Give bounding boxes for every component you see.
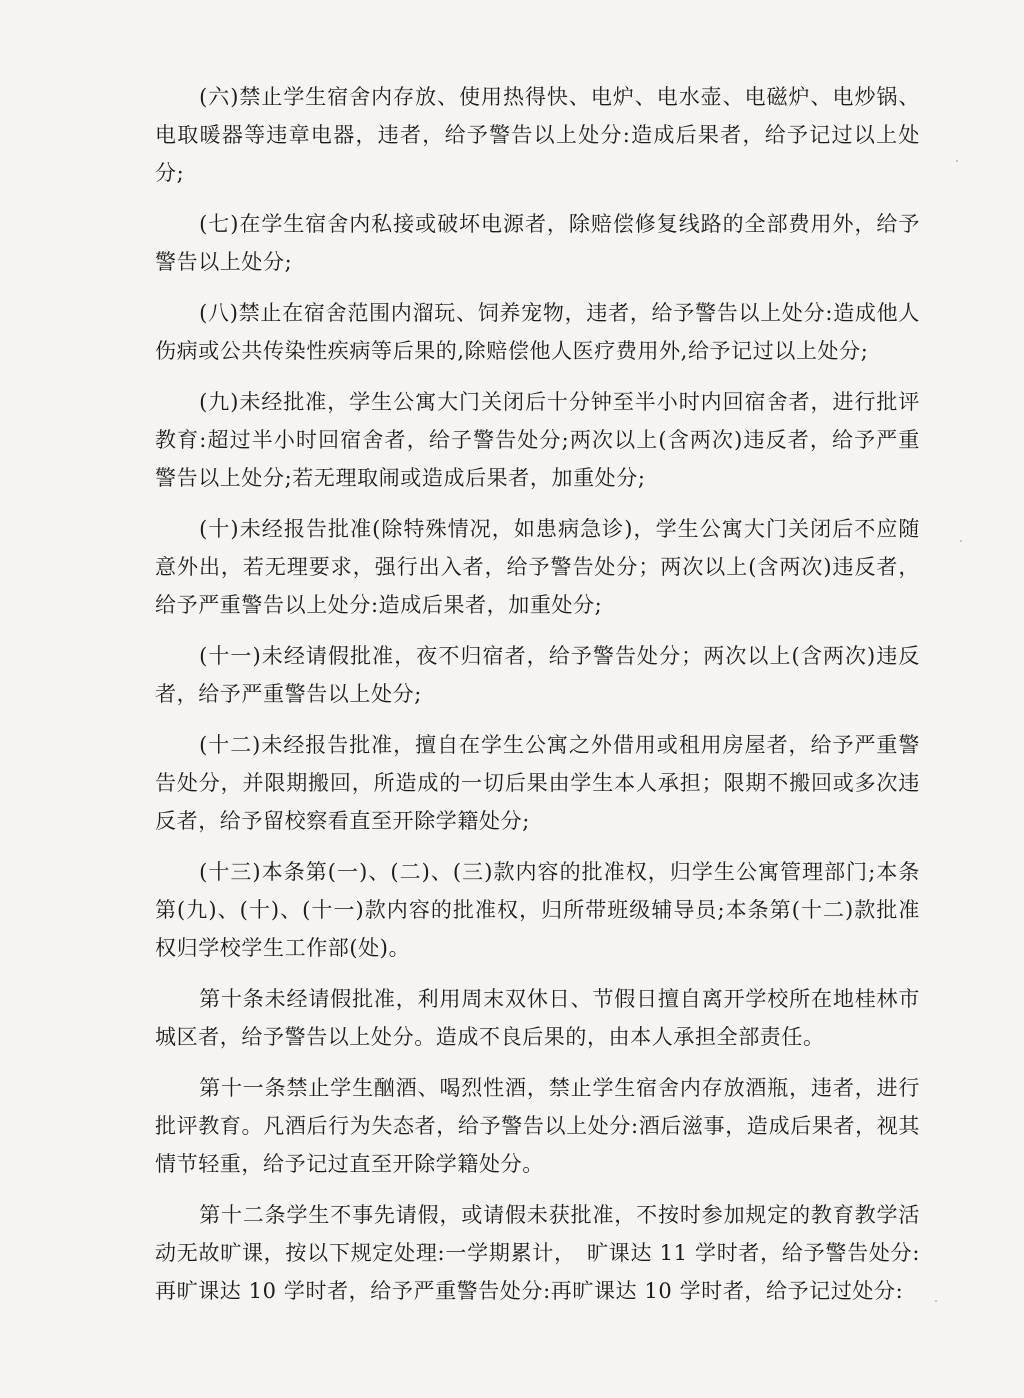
article-ten: 第十条未经请假批准，利用周末双休日、节假日擅自离开学校所在地桂林市城区者，给予警告以上处分。造成不良后果的，由本人承担全部责任。 [155, 987, 920, 1049]
clause-eight: (八)禁止在宿舍范围内溜玩、饲养宠物，违者，给予警告以上处分:造成他人伤病或公共传染性疾病等后果的,除赔偿他人医疗费用外,给予记过以上处分; [155, 301, 920, 363]
paper-speck [960, 540, 962, 542]
clause-twelve: (十二)未经报告批准，擅自在学生公寓之外借用或租用房屋者，给予严重警告处分，并限期搬回，所造成的一切后果由学生本人承担；限期不搬回或多次违反者，给予留校察看直至开除学籍处分; [155, 733, 920, 833]
article-twelve: 第十二条学生不事先请假，或请假未获批准，不按时参加规定的教育教学活动无故旷课，按以下规定处理:一学期累计， 旷课达 11 学时者，给予警告处分:再旷课达 10 学时者，给予严重警告处分:再旷课达 10 学时者，给予记过处分: [155, 1203, 920, 1303]
article-eleven: 第十一条禁止学生酗酒、喝烈性酒，禁止学生宿舍内存放酒瓶，违者，进行批评教育。凡酒后行为失态者，给予警告以上处分:酒后滋事，造成后果者，视其情节轻重，给予记过直至开除学籍处分。 [155, 1076, 920, 1176]
clause-six: (六)禁止学生宿舍内存放、使用热得快、电炉、电水壶、电磁炉、电炒锅、电取暖器等违章电器，违者，给予警告以上处分:造成后果者，给予记过以上处分; [155, 85, 920, 185]
paper-speck [956, 160, 958, 162]
clause-nine: (九)未经批准，学生公寓大门关闭后十分钟至半小时内回宿舍者，进行批评教育:超过半小时回宿舍者，给子警告处分;两次以上(含两次)违反者，给予严重警告以上处分;若无理取闹或造成后果者，加重处分; [155, 390, 920, 490]
clause-eleven: (十一)未经请假批准，夜不归宿者，给予警告处分；两次以上(含两次)违反者，给予严重警告以上处分; [155, 644, 920, 706]
clause-seven: (七)在学生宿舍内私接或破坏电源者，除赔偿修复线路的全部费用外，给予警告以上处分; [155, 212, 920, 274]
clause-ten: (十)未经报告批准(除特殊情况，如患病急诊)，学生公寓大门关闭后不应随意外出，若无理要求，强行出入者，给予警告处分；两次以上(含两次)违反者，给予严重警告以上处分:造成后果者，加重处分; [155, 517, 920, 617]
paper-speck [935, 1300, 937, 1302]
document-body [155, 78, 920, 1323]
clause-thirteen: (十三)本条第(一)、(二)、(三)款内容的批准权，归学生公寓管理部门;本条第(九)、(十)、(十一)款内容的批准权，归所带班级辅导员;本条第(十二)款批准权归学校学生工作部(处)。 [155, 860, 920, 960]
